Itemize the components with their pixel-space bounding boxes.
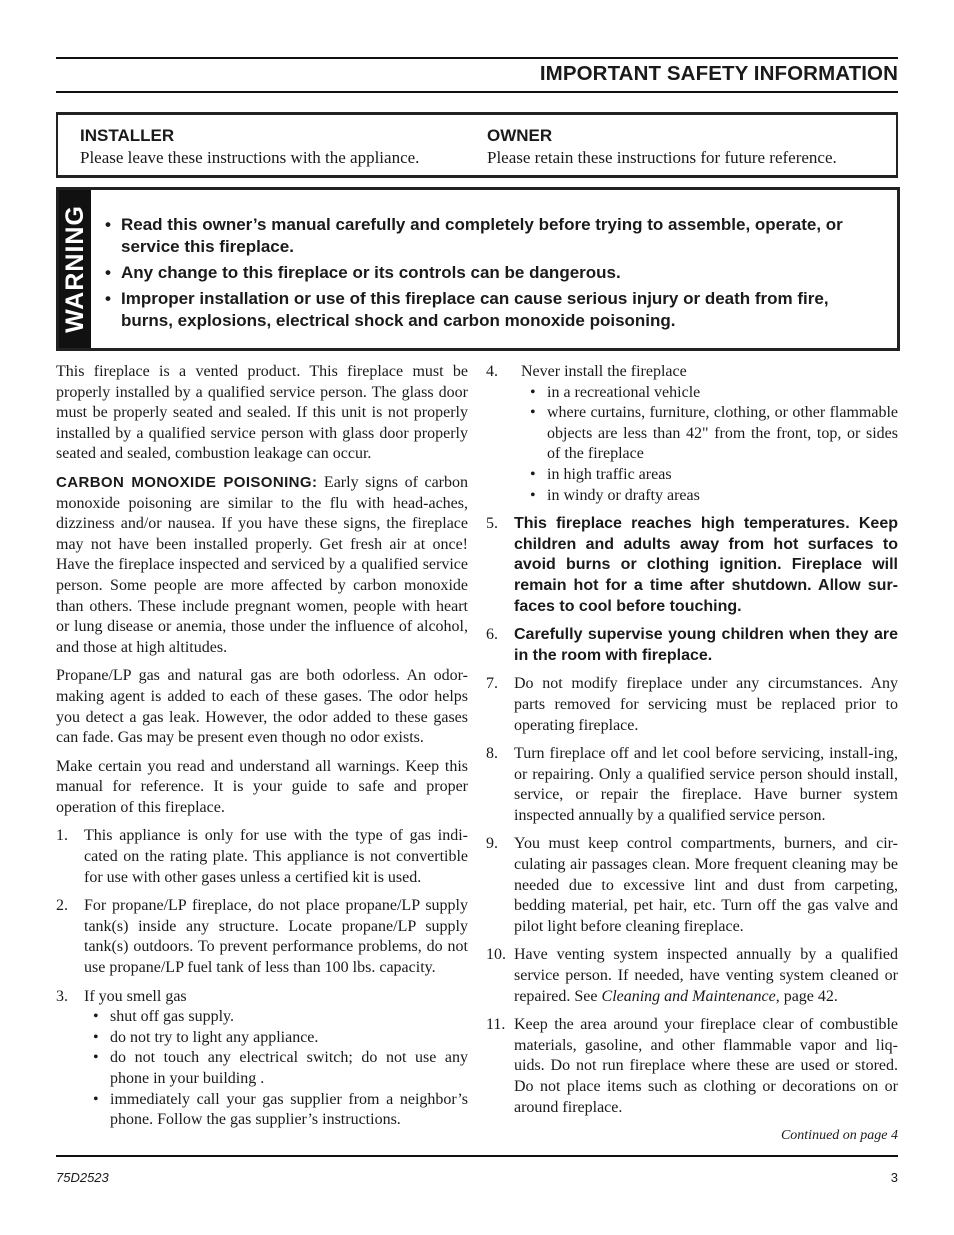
item-number: 3. (56, 987, 68, 1005)
document-number: 75D2523 (56, 1170, 109, 1185)
header-top-rule (56, 57, 898, 59)
installer-label: INSTALLER (80, 126, 175, 145)
installer-owner-box (56, 112, 898, 178)
item-number: 6. (486, 626, 498, 644)
footer-rule (56, 1155, 898, 1157)
item-text (514, 945, 898, 1007)
numbered-item-4 (486, 362, 898, 506)
numbered-item-1 (56, 826, 468, 888)
item-text: You must keep control compartments, burners, and cir-culating air passages clean. More frequent cleaning may be needed due to excessive lint and dust from carpeting, bedding material, pet hair, etc. Turn off the gas valve and pilot light before cleaning fireplace. (514, 835, 898, 935)
list-item: • do not try to light any appliance. (84, 1028, 468, 1049)
warning-item: • Any change to this fireplace or its controls can be dangerous. (105, 262, 881, 284)
item-text: Carefully supervise young children when they are in the room with fireplace. (514, 626, 898, 664)
section-reference: Cleaning and Maintenance (601, 987, 776, 1005)
co-text: Early signs of carbon monoxide poisoning are similar to the flu with head-aches, dizziness and/or nausea. If you have these signs, the fireplace may not have been installed properly. Get fresh air at once! Have the fireplace inspected and serviced by a qualified service person. Some people are more affected by carbon monoxide than others. These include pregnant women, people with heart or lung disease or anemia, those under the influence of alcohol, and those at high altitudes. (56, 473, 468, 656)
item-number: 10. (486, 946, 506, 964)
numbered-item-5 (486, 514, 898, 617)
item-number: 4. (486, 363, 498, 380)
intro-paragraph: This fireplace is a vented product. This fireplace must be properly installed by a qualified service person. The glass door must be properly seated and sealed. If this unit is not properly installed by a qualified service person with glass door properly seated and sealed, combustion leakage can occur. (56, 363, 468, 463)
list-item: • in windy or drafty areas (521, 486, 898, 507)
numbered-item-6 (486, 625, 898, 666)
warning-list (105, 214, 881, 336)
item-number: 7. (486, 675, 498, 693)
propane-paragraph: Propane/LP gas and natural gas are both odorless. An odor-making agent is added to each of these gases. The odor helps you detect a gas leak. However, the odor added to these gases can fade. Gas may be present even though no odor exists. (56, 667, 468, 747)
co-paragraph (56, 473, 468, 658)
numbered-item-2 (56, 896, 468, 978)
numbered-item-3 (56, 987, 468, 1131)
header-bottom-rule (56, 91, 898, 93)
numbered-item-10 (486, 945, 898, 1007)
item-text: Never install the fireplace (521, 363, 687, 380)
co-lead: CARBON MONOXIDE POISONING: (56, 473, 318, 491)
warning-box (56, 187, 900, 351)
item-text: For propane/LP fireplace, do not place propane/LP supply tank(s) inside any structure. Locate propane/LP supply tank(s) outdoors. To prevent performance problems, do not use propane/LP fuel tank of less than 100 lbs. capacity. (84, 897, 468, 977)
warning-band (59, 190, 91, 348)
warning-item: • Improper installation or use of this fireplace can cause serious injury or death from fire, burns, explosions, electrical shock and carbon monoxide poisoning. (105, 288, 881, 332)
item-text-part: Have venting system inspected annually by a qualified service person. If needed, have venting system cleaned or repaired. See (514, 946, 898, 1005)
numbered-item-8 (486, 744, 898, 826)
page-title: IMPORTANT SAFETY INFORMATION (539, 62, 898, 85)
item-text: This fireplace reaches high temperatures. Keep children and adults away from hot surfaces to avoid burns or clothing ignition. Fireplace will remain hot for a time after shutdown. Allow sur-faces to cool before touching. (514, 515, 898, 615)
item-text: Keep the area around your fireplace clear of combustible materials, gasoline, and other flammable vapor and liq-uids. Do not run fireplace where these are used or stored. Do not place items such as clothing or decorations on or around fireplace. (514, 1016, 898, 1116)
item-number: 1. (56, 827, 68, 845)
list-item: • in high traffic areas (521, 465, 898, 486)
continued-note: Continued on page 4 (780, 1128, 898, 1143)
list-item: • in a recreational vehicle (521, 383, 898, 404)
item-text: This appliance is only for use with the type of gas indi-cated on the rating plate. This appliance is not convertible for use with other gases unless a certified kit is used. (84, 827, 468, 886)
numbered-item-9 (486, 834, 898, 937)
page-number: 3 (890, 1170, 898, 1185)
owner-label: OWNER (487, 126, 553, 145)
numbered-item-11 (486, 1015, 898, 1118)
warning-label: WARNING (61, 205, 89, 333)
item-text: If you smell gas (84, 987, 187, 1005)
right-column (486, 362, 898, 1126)
item-number: 8. (486, 745, 498, 763)
owner-section (487, 125, 837, 169)
item-text-part: , page 42. (775, 987, 838, 1005)
understand-paragraph: Make certain you read and understand all warnings. Keep this manual for reference. It is your guide to safe and proper operation of this fireplace. (56, 757, 468, 816)
item-number: 5. (486, 515, 498, 533)
list-item: • do not touch any electrical switch; do not use any phone in your building . (84, 1048, 468, 1089)
list-item: • immediately call your gas supplier from a neighbor’s phone. Follow the gas supplier’s instructions. (84, 1090, 468, 1131)
installer-section (80, 125, 419, 169)
item-text: Turn fireplace off and let cool before servicing, install-ing, or repairing. Only a qualified service person should install, service, or repair the fireplace. Have burner system inspected annually by a qualified service person. (514, 745, 898, 824)
numbered-item-7 (486, 674, 898, 736)
warning-item: • Read this owner’s manual carefully and completely before trying to assemble, operate, or service this fireplace. (105, 214, 881, 258)
never-install-list (521, 383, 898, 507)
owner-text: Please retain these instructions for future reference. (487, 148, 837, 167)
item-number: 11. (486, 1016, 506, 1034)
item-number: 9. (486, 835, 498, 853)
list-item: • shut off gas supply. (84, 1007, 468, 1028)
item-number: 2. (56, 897, 68, 915)
installer-text: Please leave these instructions with the appliance. (80, 148, 420, 167)
list-item: • where curtains, furniture, clothing, or other flammable objects are less than 42" from the front, top, or sides of the fireplace (521, 403, 898, 465)
item-text: Do not modify fireplace under any circumstances. Any parts removed for servicing must be replaced prior to operating fireplace. (514, 675, 898, 734)
left-column (56, 362, 468, 1139)
smell-gas-list (84, 1007, 468, 1131)
